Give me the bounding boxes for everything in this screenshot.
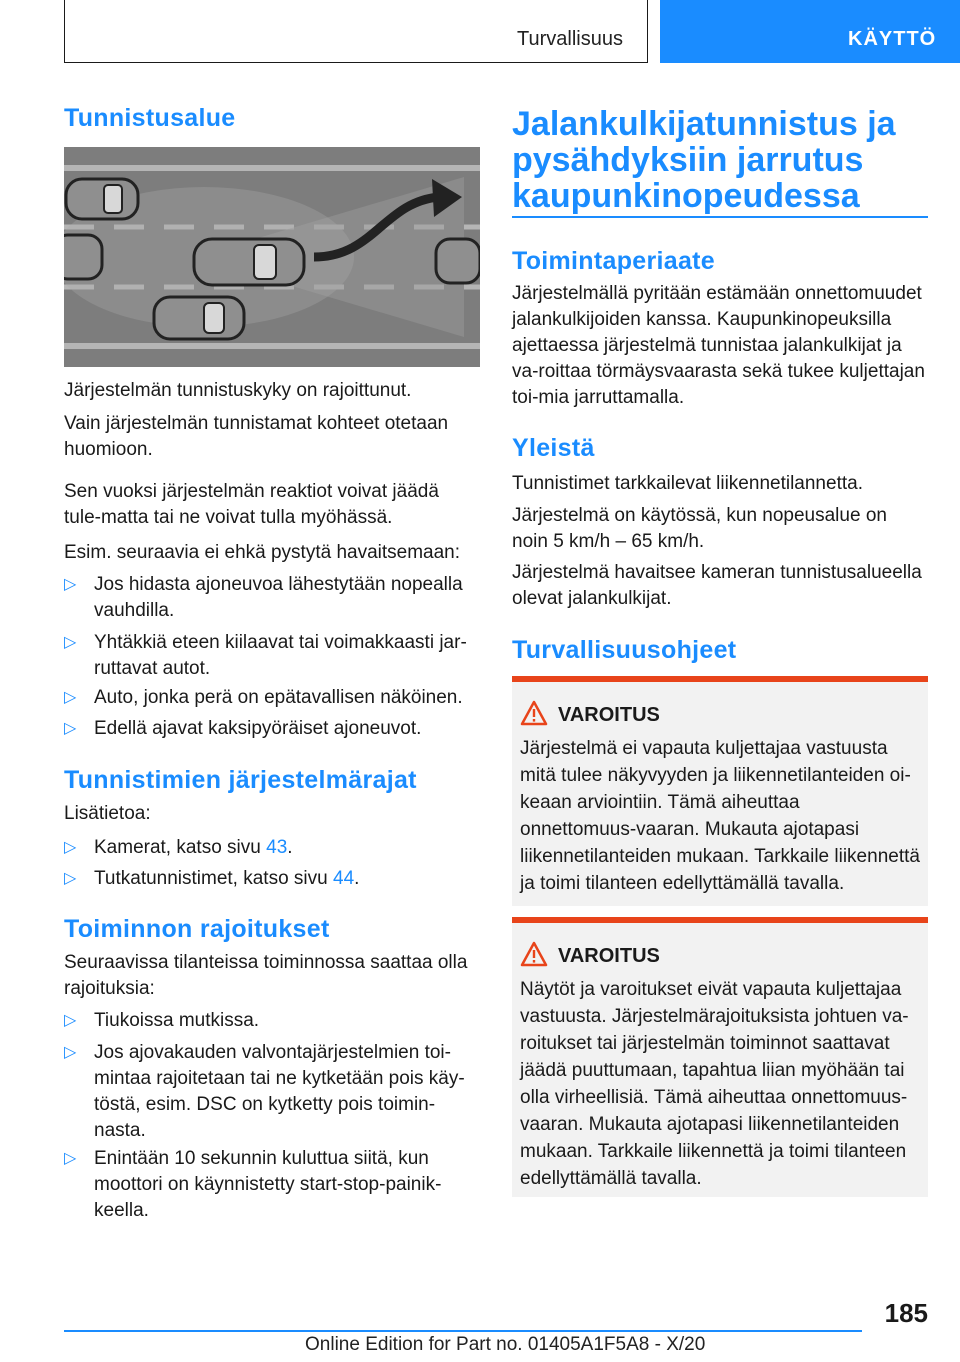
bullet-triangle-icon: ▷ — [64, 720, 77, 737]
header-chapter-tab[interactable] — [660, 0, 960, 63]
section-title-detection-area: Tunnistusalue — [64, 104, 236, 132]
bullet-triangle-icon: ▷ — [64, 576, 77, 593]
paragraph: Sen vuoksi järjestelmän reaktiot voivat jäädä tule-matta tai ne voivat tulla myöhässä. — [64, 481, 439, 528]
header-frame — [64, 0, 648, 63]
section-title-safety: Turvallisuusohjeet — [512, 636, 737, 664]
section-title-general: Yleistä — [512, 434, 595, 462]
list-item: ▷ Kamerat, katso sivu 43. — [64, 835, 480, 861]
warning-box — [512, 917, 928, 1197]
paragraph: Järjestelmän tunnistuskyky on rajoittunut. — [64, 380, 412, 401]
bullet-triangle-icon: ▷ — [64, 839, 77, 856]
section-title-principle: Toimintaperiaate — [512, 247, 715, 275]
bullet-triangle-icon: ▷ — [64, 1150, 77, 1167]
section-title-sensor-limits: Tunnistimien järjestelmärajat — [64, 766, 417, 794]
warning-heading: VAROITUS — [558, 704, 920, 727]
heading-rule — [512, 216, 928, 218]
list-item: ▷ Enintään 10 sekunnin kuluttua siitä, kun moottori on käynnistetty start-stop-painik-keella. — [64, 1148, 442, 1221]
warning-text: Järjestelmä ei vapauta kuljettajaa vastuusta mitä tulee näkyvyyden ja liikennetilanteiden oi-keaan arviointiin. Tämä aiheuttaa onnettomuus-vaaran. Mukauta ajotapasi liikennetilanteiden mukaan. Tarkkaile liikennettä ja toimi tilanteen edellyttämällä tavalla. — [520, 738, 920, 894]
paragraph: Järjestelmällä pyritään estämään onnettomuudet jalankulkijoiden kanssa. Kaupunkinopeuksilla ajettaessa järjestelmä tunnistaa jalankulkijat ja va-roittaa törmäysvaarasta sekä tukee kuljettajan toi-mia jarruttamalla. — [512, 283, 925, 408]
warning-triangle-icon — [520, 700, 548, 726]
page-number: 185 — [884, 1298, 928, 1328]
warning-box — [512, 676, 928, 906]
page-link-44[interactable]: 44 — [333, 868, 355, 889]
paragraph: Järjestelmä havaitsee kameran tunnistusalueella olevat jalankulkijat. — [512, 562, 922, 609]
warning-heading: VAROITUS — [558, 945, 920, 968]
paragraph: Esim. seuraavia ei ehkä pystytä havaitsemaan: — [64, 542, 461, 563]
bullet-triangle-icon: ▷ — [64, 1044, 77, 1061]
chapter-heading: Jalankulkijatunnistus ja pysähdyksiin jarrutus kaupunkinopeudessa — [512, 105, 896, 215]
bullet-triangle-icon: ▷ — [64, 870, 77, 887]
bullet-triangle-icon: ▷ — [64, 1012, 77, 1029]
paragraph: Tunnistimet tarkkailevat liikennetilannetta. — [512, 473, 863, 494]
list-item: ▷ Jos ajovakauden valvontajärjestelmien toi-mintaa rajoitetaan tai ne kytketään pois käy-töstä, esim. DSC on kytketty pois toimin-nasta. — [64, 1042, 465, 1141]
header-section-title: Turvallisuus — [517, 28, 623, 50]
list-item: ▷ Yhtäkkiä eteen kiilaavat tai voimakkaasti jar-ruttavat autot. — [64, 632, 467, 679]
detection-area-illustration — [64, 147, 480, 367]
bullet-triangle-icon: ▷ — [64, 634, 77, 651]
paragraph: Seuraavissa tilanteissa toiminnossa saattaa olla rajoituksia: — [64, 952, 468, 999]
list-item: ▷ Auto, jonka perä on epätavallisen näköinen. — [64, 685, 480, 711]
page-link-43[interactable]: 43 — [266, 837, 288, 858]
list-item: ▷ Jos hidasta ajoneuvoa lähestytään nopealla vauhdilla. — [64, 574, 463, 621]
warning-text: Näytöt ja varoitukset eivät vapauta kuljettajaa vastuusta. Järjestelmärajoituksista johtuen va-roitukset tai järjestelmän toiminnot saattavat jäädä puuttumaan, tapahtua liian myöhään tai olla virheellisiä. Tämä aiheuttaa onnettomuus-vaaran. Mukauta ajotapasi liikennetilanteiden mukaan. Tarkkaile liikennettä ja toimi tilanteen edellyttämällä tavalla. — [520, 979, 909, 1189]
section-title-function-limits: Toiminnon rajoitukset — [64, 915, 330, 943]
list-item: ▷ Tutkatunnistimet, katso sivu 44. — [64, 866, 480, 892]
bullet-triangle-icon: ▷ — [64, 689, 77, 706]
paragraph: Järjestelmä on käytössä, kun nopeusalue on noin 5 km/h – 65 km/h. — [512, 505, 887, 552]
footer-rule — [64, 1330, 862, 1332]
list-item: ▷ Tiukoissa mutkissa. — [64, 1008, 480, 1034]
footer-edition: Online Edition for Part no. 01405A1F5A8 - X/20 — [305, 1334, 706, 1355]
chapter-label: KÄYTTÖ — [848, 28, 937, 50]
warning-triangle-icon — [520, 941, 548, 967]
paragraph: Vain järjestelmän tunnistamat kohteet otetaan huomioon. — [64, 413, 449, 460]
list-item: ▷ Edellä ajavat kaksipyöräiset ajoneuvot. — [64, 716, 480, 742]
paragraph: Lisätietoa: — [64, 803, 151, 824]
